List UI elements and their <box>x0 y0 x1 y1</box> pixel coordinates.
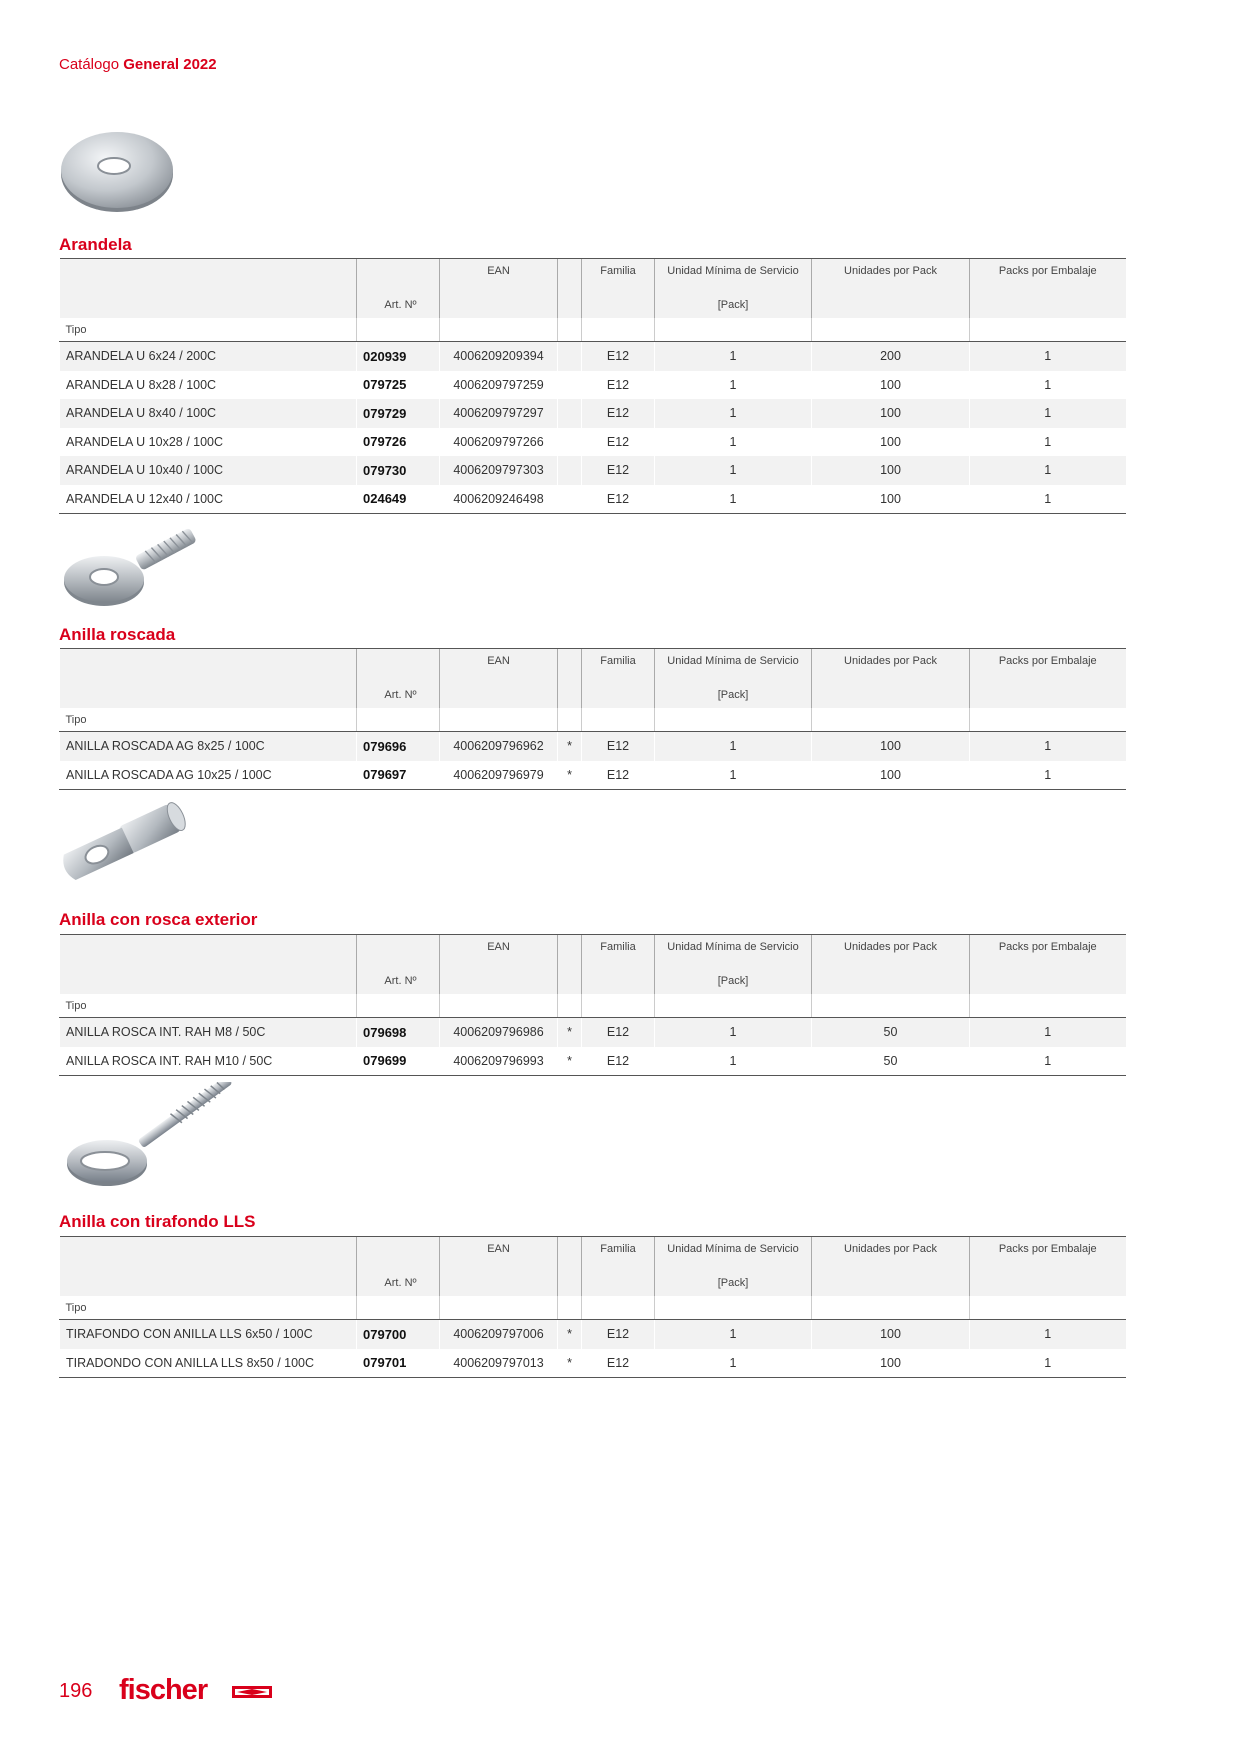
col-unidad-minima-pack: [Pack] <box>655 1269 812 1296</box>
cell-familia: E12 <box>582 428 655 457</box>
cell-unidad-minima: 1 <box>655 485 812 514</box>
cell-familia: E12 <box>582 485 655 514</box>
cell-unidades-pack: 50 <box>812 1018 970 1047</box>
cell-packs-embalaje: 1 <box>970 1320 1126 1349</box>
cell-tipo: ANILLA ROSCADA AG 8x25 / 100C <box>60 732 357 761</box>
cell-art: 024649 <box>357 485 440 514</box>
cell-ean: 4006209796962 <box>440 732 558 761</box>
cell-ean: 4006209797303 <box>440 456 558 485</box>
col-art: Art. Nº <box>357 1269 440 1296</box>
cell-unidades-pack: 100 <box>812 399 970 428</box>
col-unidad-minima: Unidad Mínima de Servicio <box>655 259 812 292</box>
cell-art: 079729 <box>357 399 440 428</box>
cell-familia: E12 <box>582 399 655 428</box>
cell-tipo: ARANDELA U 10x28 / 100C <box>60 428 357 457</box>
col-art: Art. Nº <box>357 291 440 318</box>
cell-unidades-pack: 100 <box>812 485 970 514</box>
spec-table-anilla-rosca-exterior <box>59 934 1126 1076</box>
cell-familia: E12 <box>582 1349 655 1378</box>
table-row <box>60 1018 1126 1047</box>
table-row <box>60 1047 1126 1076</box>
table-row <box>60 399 1126 428</box>
cell-mark: * <box>558 732 582 761</box>
cell-unidad-minima: 1 <box>655 761 812 790</box>
table-row <box>60 732 1126 761</box>
catalog-header-title: General 2022 <box>123 56 217 73</box>
cell-unidad-minima: 1 <box>655 732 812 761</box>
cell-packs-embalaje: 1 <box>970 732 1126 761</box>
threaded-eye-bolt-image <box>59 518 204 608</box>
cell-ean: 4006209209394 <box>440 342 558 371</box>
cell-mark: * <box>558 1018 582 1047</box>
col-familia: Familia <box>582 259 655 292</box>
col-unidad-minima: Unidad Mínima de Servicio <box>655 1237 812 1270</box>
cell-packs-embalaje: 1 <box>970 1018 1126 1047</box>
col-unidad-minima-pack: [Pack] <box>655 681 812 708</box>
cell-unidades-pack: 100 <box>812 1349 970 1378</box>
cell-art: 020939 <box>357 342 440 371</box>
cell-tipo: ARANDELA U 8x28 / 100C <box>60 371 357 400</box>
table-row <box>60 342 1126 371</box>
col-unidad-minima: Unidad Mínima de Servicio <box>655 935 812 968</box>
col-tipo: Tipo <box>60 318 357 342</box>
table-row <box>60 428 1126 457</box>
cell-mark: * <box>558 1320 582 1349</box>
cell-unidad-minima: 1 <box>655 1320 812 1349</box>
cell-tipo: ANILLA ROSCA INT. RAH M8 / 50C <box>60 1018 357 1047</box>
cell-art: 079696 <box>357 732 440 761</box>
cell-unidades-pack: 100 <box>812 1320 970 1349</box>
cell-art: 079697 <box>357 761 440 790</box>
cell-ean: 4006209796993 <box>440 1047 558 1076</box>
cell-familia: E12 <box>582 1018 655 1047</box>
spec-table-anilla-roscada <box>59 648 1126 790</box>
col-packs-embalaje: Packs por Embalaje <box>970 1237 1126 1270</box>
cell-unidades-pack: 100 <box>812 761 970 790</box>
cell-familia: E12 <box>582 371 655 400</box>
cell-tipo: ANILLA ROSCADA AG 10x25 / 100C <box>60 761 357 790</box>
col-ean: EAN <box>440 649 558 682</box>
ring-lug-image <box>59 798 189 890</box>
col-ean: EAN <box>440 935 558 968</box>
cell-packs-embalaje: 1 <box>970 1047 1126 1076</box>
col-ean: EAN <box>440 259 558 292</box>
table-row <box>60 371 1126 400</box>
cell-tipo: TIRADONDO CON ANILLA LLS 8x50 / 100C <box>60 1349 357 1378</box>
col-ean: EAN <box>440 1237 558 1270</box>
cell-familia: E12 <box>582 342 655 371</box>
col-familia: Familia <box>582 935 655 968</box>
cell-mark <box>558 456 582 485</box>
cell-unidad-minima: 1 <box>655 342 812 371</box>
col-unidad-minima: Unidad Mínima de Servicio <box>655 649 812 682</box>
col-packs-embalaje: Packs por Embalaje <box>970 649 1126 682</box>
cell-art: 079726 <box>357 428 440 457</box>
cell-packs-embalaje: 1 <box>970 485 1126 514</box>
eye-screw-image <box>59 1082 244 1194</box>
cell-packs-embalaje: 1 <box>970 1349 1126 1378</box>
col-unidades-pack: Unidades por Pack <box>812 935 970 968</box>
cell-unidades-pack: 50 <box>812 1047 970 1076</box>
cell-mark <box>558 342 582 371</box>
cell-art: 079700 <box>357 1320 440 1349</box>
cell-unidades-pack: 200 <box>812 342 970 371</box>
cell-ean: 4006209797013 <box>440 1349 558 1378</box>
col-packs-embalaje: Packs por Embalaje <box>970 259 1126 292</box>
col-art: Art. Nº <box>357 681 440 708</box>
table-row <box>60 485 1126 514</box>
cell-tipo: ANILLA ROSCA INT. RAH M10 / 50C <box>60 1047 357 1076</box>
col-unidades-pack: Unidades por Pack <box>812 649 970 682</box>
catalog-header-prefix: Catálogo <box>59 56 120 73</box>
cell-familia: E12 <box>582 732 655 761</box>
cell-familia: E12 <box>582 1047 655 1076</box>
cell-tipo: TIRAFONDO CON ANILLA LLS 6x50 / 100C <box>60 1320 357 1349</box>
cell-mark <box>558 485 582 514</box>
col-unidad-minima-pack: [Pack] <box>655 967 812 994</box>
col-packs-embalaje: Packs por Embalaje <box>970 935 1126 968</box>
cell-unidades-pack: 100 <box>812 732 970 761</box>
table-row <box>60 1320 1126 1349</box>
cell-ean: 4006209797006 <box>440 1320 558 1349</box>
cell-art: 079725 <box>357 371 440 400</box>
cell-art: 079701 <box>357 1349 440 1378</box>
cell-packs-embalaje: 1 <box>970 399 1126 428</box>
cell-unidades-pack: 100 <box>812 428 970 457</box>
cell-unidad-minima: 1 <box>655 456 812 485</box>
cell-tipo: ARANDELA U 12x40 / 100C <box>60 485 357 514</box>
cell-packs-embalaje: 1 <box>970 342 1126 371</box>
fischer-logo <box>119 1672 279 1708</box>
col-unidades-pack: Unidades por Pack <box>812 259 970 292</box>
cell-unidad-minima: 1 <box>655 1047 812 1076</box>
cell-mark: * <box>558 761 582 790</box>
col-unidades-pack: Unidades por Pack <box>812 1237 970 1270</box>
cell-mark <box>558 428 582 457</box>
cell-mark <box>558 399 582 428</box>
cell-mark: * <box>558 1047 582 1076</box>
catalog-header <box>59 56 217 73</box>
cell-ean: 4006209796979 <box>440 761 558 790</box>
cell-packs-embalaje: 1 <box>970 761 1126 790</box>
cell-unidad-minima: 1 <box>655 371 812 400</box>
cell-ean: 4006209797297 <box>440 399 558 428</box>
svg-text:fischer: fischer <box>119 1674 208 1706</box>
col-art: Art. Nº <box>357 967 440 994</box>
cell-packs-embalaje: 1 <box>970 428 1126 457</box>
col-familia: Familia <box>582 649 655 682</box>
cell-unidad-minima: 1 <box>655 399 812 428</box>
section-title-arandela: Arandela <box>59 235 132 254</box>
cell-mark <box>558 371 582 400</box>
cell-unidad-minima: 1 <box>655 1349 812 1378</box>
washer-image <box>59 124 179 220</box>
cell-familia: E12 <box>582 1320 655 1349</box>
spec-table-anilla-tirafondo <box>59 1236 1126 1378</box>
cell-unidades-pack: 100 <box>812 371 970 400</box>
section-title-anilla-roscada: Anilla roscada <box>59 625 176 644</box>
col-tipo: Tipo <box>60 708 357 732</box>
col-unidad-minima-pack: [Pack] <box>655 291 812 318</box>
cell-packs-embalaje: 1 <box>970 456 1126 485</box>
col-tipo: Tipo <box>60 1296 357 1320</box>
cell-ean: 4006209797266 <box>440 428 558 457</box>
cell-mark: * <box>558 1349 582 1378</box>
cell-art: 079698 <box>357 1018 440 1047</box>
cell-familia: E12 <box>582 456 655 485</box>
col-familia: Familia <box>582 1237 655 1270</box>
col-tipo: Tipo <box>60 994 357 1018</box>
cell-art: 079699 <box>357 1047 440 1076</box>
cell-tipo: ARANDELA U 8x40 / 100C <box>60 399 357 428</box>
cell-packs-embalaje: 1 <box>970 371 1126 400</box>
cell-ean: 4006209246498 <box>440 485 558 514</box>
cell-ean: 4006209797259 <box>440 371 558 400</box>
section-title-anilla-rosca-exterior: Anilla con rosca exterior <box>59 910 258 929</box>
cell-unidad-minima: 1 <box>655 428 812 457</box>
table-row <box>60 1349 1126 1378</box>
cell-familia: E12 <box>582 761 655 790</box>
spec-table-arandela <box>59 258 1126 514</box>
section-title-anilla-tirafondo: Anilla con tirafondo LLS <box>59 1212 256 1231</box>
cell-unidad-minima: 1 <box>655 1018 812 1047</box>
cell-unidades-pack: 100 <box>812 456 970 485</box>
page-number: 196 <box>59 1680 93 1702</box>
table-row <box>60 761 1126 790</box>
table-row <box>60 456 1126 485</box>
cell-art: 079730 <box>357 456 440 485</box>
cell-tipo: ARANDELA U 6x24 / 200C <box>60 342 357 371</box>
cell-ean: 4006209796986 <box>440 1018 558 1047</box>
cell-tipo: ARANDELA U 10x40 / 100C <box>60 456 357 485</box>
